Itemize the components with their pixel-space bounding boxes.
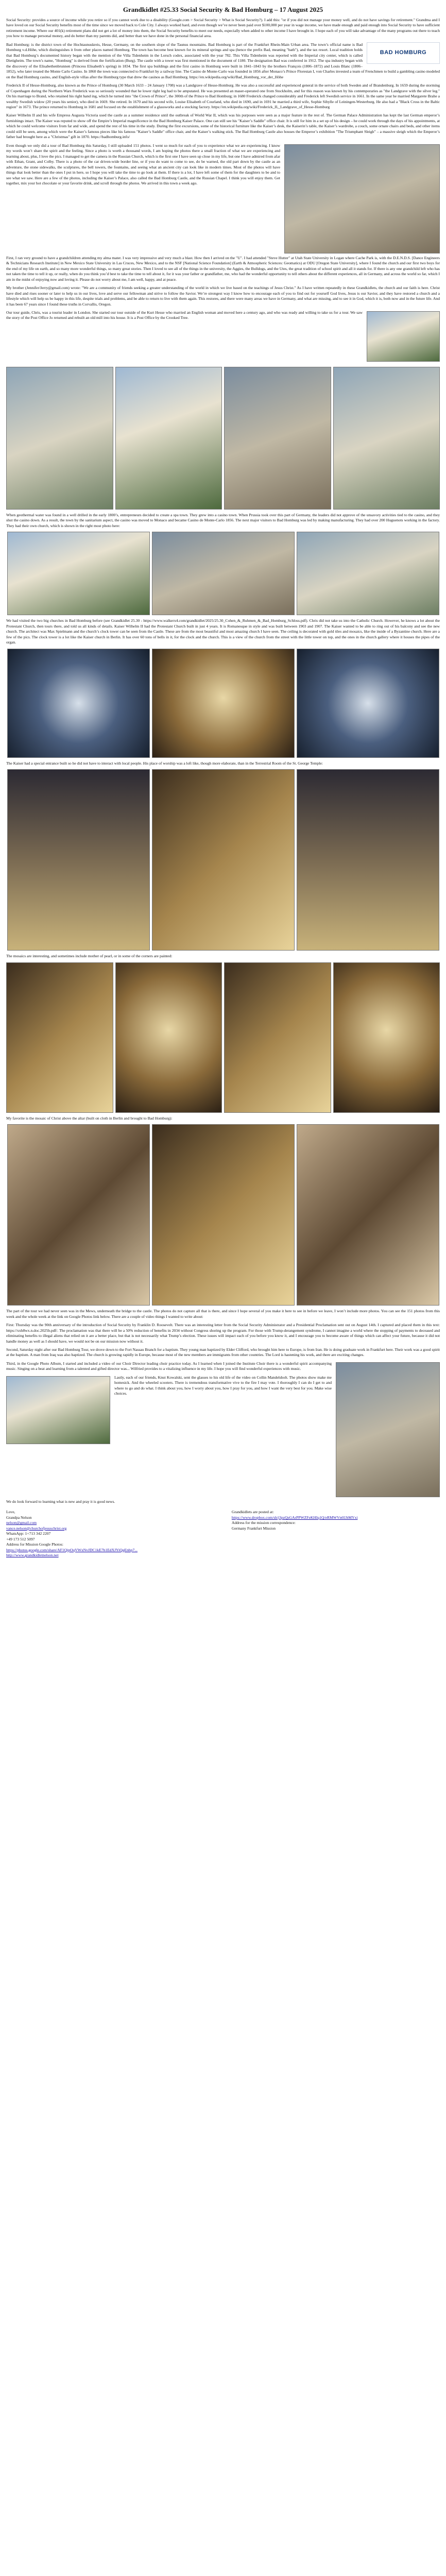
paragraph-social-security: Social Security: provides a source of income while you retire so if you cannot work due to a disability (Google.com > Social Security > What is Social Security?). I add this: "or if you did not manage your money well, and do not have savings for retirement." Grandma and I have loved on our Social Security benefits most of the time since we moved back to Cole City. I always worked hard, and even though we’ve never been paid over $100,000 per year in wage income, we have made enough and paid enough into Social Security to have sufficient retirement income. Where our 401(k) retirement plans did not get a lot of money into them, the Social Security benefits to meet our needs, especially when added to other income I have brought in. I hope each of you will take advantage of the many programs out there to teach you how to manage personal money, and do better than my parents did, and better than we have done in the personal financial area. <box>6 17 440 39</box>
signature-block <box>6 1510 440 1558</box>
paragraph-baptism: Second, Saturday night after our Bad Homburg Tour, we drove down to the Fort Nassau Branch for a baptism. They young man baptized by Elder Clifford, who brought him here to Europe, is from Iran. He is doing graduate work in Frankfurt here. Their work was a good spirit at the baptism. A man from Iraq was also baptized. The church is growing rapidly in Europe, because most of the new members are immigrants from other countries. The Lord is hastening his work, and there are exciting changes. <box>6 1347 440 1358</box>
paragraph-kaiser: Kaiser Wilhelm II and his wife Empress Augusta Victoria used the castle as a summer residence until the outbreak of World War II, which was his purposes were seen as a major feature in the rest of. The German Palace Administration has kept the last German emperor’s furnishings intact. The Kaiser was reputed to show off the Empire’s Imperial magnificence in the Bad Homburg Kaiser Palace. One can still see his "Kaiser’s Saddle" office chair. It is still for him in a set up of his design – he could work through the days of his appointments, at which he could welcome visitors from far and wide, and spend the rest of his time in the study. During the first excursions, some of the historical furniture like the Kaiser’s desk, the Kaiserin’s table, the Kaiser’s wardrobe, a couch, some ornate chairs and beds, and other items could still be seen, among which were the Kaiser’s famous pieces like his famous "Kaiser’s Saddle" office chair, and the Kaiser’s walking stick. The Bad Homburg Castle also houses the Emperor’s exhibition "The Triumphant Sleigh" – a massive sleigh which the Emperor’s father had brought here as a "Christmas" gift in 1870. https://badhomburg.info/ <box>6 113 440 140</box>
photo-loft-3 <box>297 769 439 951</box>
paragraph-geothermal: When geothermal water was found in a well drilled in the early 1800’s, entrepreneurs decided to create a spa town. They grew into a casino town. When Prussia took over this part of Germany, the leaders did not approve of the unsavory activities tied to the casino, and they shut the casino down. As a result, the town by the sanitarium aspect, the casino was moved to Monaco and became Casino de Monte-Carlo 1856. The next major visitors to Bad Homburg was led by making manufacturing. They had over 200 Huguenots working in the factory. They had their own church, which is shown in the right most photo here: <box>6 513 440 528</box>
photo-row-town <box>6 367 440 510</box>
paragraph-friends: Lastly, each of our friends, Knut Kowalski, sent the glasses to his old life of the video on Collin Mandelsholt. The photos show make me homesick. And the wheeled scooters. There is tremendous transformative vive to the fire I may vote. I thoroughly I can do I get to and where to go and do what. I think about you, how I worry about you, how I pray for you, and how I want the very best for you. Make wise choices. <box>114 1375 332 1396</box>
photo-loft-1 <box>7 769 150 951</box>
email-link-2[interactable]: vance.nelson@churchofjesuschrist.org <box>6 1526 67 1531</box>
photo-mosaic-4 <box>333 962 440 1113</box>
paragraph-churches: We had visited the two big churches in Bad Homburg before (see Grandkidlet 25.30 - https://www.walkerx4.com/grandkidlet/2025/25.30_Cohen_&_Ruhmen_&_Bad_Homburg_Schloss.pdf). Chris did not take us into the Catholic Church. However, he knows a lot about the Protestant Church, then tours there, and told us all kinds of details. Kaiser Wilhelm II had the Protestant Church built in just 4 years. It is Romanesque in style and was built between 1903 and 1907. The Kaiser wanted to be able to ring out of his balcony and see the new church. The architect was Max Spielmann and the church’s clock tower can be seen from the Castle. These are from the most beautiful and most amazing church I have seen. The ceiling is decorated with gold tiles and mosaics, like the inside of a Byzantine church. Here are a few of the pics. The clock tower is a lot like the Kaiser church in Berlin. It has over 60 tons of bells in it, for the clock and the church. This is a view of the church from the street with the little tower on top, and the ones in the church gallery where it houses the pipes of the organ. <box>6 618 440 645</box>
photo-window-2 <box>152 649 295 758</box>
mission-address-label: Address for the mission correspondence: <box>231 1520 296 1526</box>
dropbox-link[interactable]: https://www.dropbox.com/sh/j3pzQsGArPPWZFeKHIq1Q/eRMWVn6UbMYxi <box>231 1515 358 1520</box>
website-link[interactable]: http://www.grandkidletnelson.net <box>6 1553 59 1558</box>
paragraph-faith: My brother (Jennifer/Jerry@gmail.com) wrote: "We are a community of friends seeking a greater understanding of the world in which we live based on the teachings of Jesus Christ." As I have written repeatedly in these Grandkidlets, the church and our faith is here. Christ have died and rises sooner or later to help us in our lives, love and serve our fellowman and strive to follow the Savior. We’re strongest way I know how to encourage each of you to find out for yourself God lives, Jesus is our Savior, and they have restored a church and a lifestyle which will help us be happy in this life, despite trials and problems, and be able to return to live with them again. This restores, and there were many areas we have in Germany, and what are missing, and to see it in God, which it is, both now and in the future life. And it has been 67 years since I found these truths in Corvallis, Oregon. <box>6 285 440 307</box>
photo-altar-3 <box>297 1124 439 1306</box>
paragraph-tour-guide: Our tour guide, Chris, was a tourist leader in London. She started our tour outside of the Kurt Hesse who married an English woman and moved here a century ago, and who was ready and willing to take us for a tour. We saw the story of the Post Office Jo returned and rebuilt an old mill into his house. It is a Post Office by the Crooked Tree. <box>6 310 363 320</box>
photo-town-3 <box>224 367 331 510</box>
photo-mosaic-1 <box>6 962 113 1113</box>
bad-homburg-logo <box>367 42 440 64</box>
paragraph-mosaics: The mosaics are interesting, and sometimes include mother of pearl, or in some of the corners are painted: <box>6 954 173 959</box>
photo-friends <box>6 1376 110 1444</box>
photo-loft-2 <box>152 769 295 951</box>
photo-town-4 <box>333 367 440 510</box>
photo-window-1 <box>7 649 150 758</box>
photo-row-altar <box>6 1124 440 1306</box>
photo-altar-2 <box>152 1124 295 1306</box>
logo-text: BAD HOMBURG <box>380 49 427 56</box>
mission-address: Germany Frankfurt Mission <box>231 1526 276 1531</box>
document-title: Grandkidlet #25.33 Social Security & Bad Homburg – 17 August 2025 <box>123 6 323 13</box>
paragraph-mews: The part of the tour we had never seen was in the Mews, underneath the bridge to the castle. The photos do not capture all that is there, and since I hope several of you make it here to see in before we leave, I won’t include more photos. You can see the 151 photos from this week and the whole week at the link on Google Photos link below. There are a couple of video things I wanted to write about: <box>6 1309 440 1319</box>
whatsapp-number: WhatsApp: 1+713 342 2207 <box>6 1531 51 1536</box>
photo-huguenot-3 <box>297 532 439 615</box>
paragraph-bad-homburg: Bad Homburg: is the district town of the Hochtaunuskreis, Hesse, Germany, on the southern slope of the Taunus mountains. Bad Homburg is part of the Frankfurt Rhein-Main Urban area. The town’s official name is Bad Homburg v.d.Höhe, which distinguishes it from other places named Homburg. The town has become best known for its mineral springs and spa (hence the prefix Bad, meaning "bath"), and the tax resort. Local tradition holds that Bad Homburg’s documented history began with the mention of the Villa Tidenheim in the Lorsch codex, associated with the year 782. This Villa Tidenheim was reported with the Imperial city center, which is called Dietigheim. The town’s name, "Homburg" is derived from the fortification (Burg). The castle with a tower was first mentioned in the document of 1180. The designation Bad was conferred in 1912. The spa industry began with the discovery of the Elisabethenbrunnen (Princess Elisabeth’s spring) in 1834. The first spa buildings and the first casino in Homburg were built in 1841–1843 by the brothers François (1806–1872) and Louis Blanc (1806–1852), who later treated the Monte Carlo Casino. In 1860 the town was connected to Frankfurt by a railway line. The Casino de Monte-Carlo was founded in 1856 after Monaco’s Prince Florestan I, von Charles invested a team of Frenchmen to build a gambling casino modeled on the Bad Homburg casino, and English-style villas after the Homburg type that drew the casinos as Bad Homburg. https://en.wikipedia.org/wiki/Bad_Homburg_vor_der_Höhe <box>6 42 440 79</box>
photo-row-kaiser-loft <box>6 769 440 951</box>
email-link-1[interactable]: nelson@gmail.com <box>6 1520 37 1526</box>
signer-name: Grandpa Nelson <box>6 1515 32 1520</box>
signature-left <box>6 1510 214 1558</box>
photo-row-church-windows <box>6 649 440 758</box>
paragraph-kaiser-entrance: The Kaiser had a special entrance built so he did not have to interact with local people. His place of worship was a loft like, though more elaborate, than in the Terrestrial Room of the St. George Temple: <box>6 760 323 766</box>
photo-town-1 <box>6 367 113 510</box>
paragraph-frederick: Frederick II of Hesse-Homburg, also known as the Prince of Homburg (30 March 1633 – 24 January 1708) was a Landgrave of Hesse-Homburg. He was also a successful and experienced general in the service of both Sweden and of Brandenburg. In 1659 during the storming of Copenhagen during the Northern Wars Frederick was so seriously wounded that he lower right leg had to be amputated. He was presented an maser-operated one from Stockholm, and for this reason was known by his contemporaries as "the Landgrave with the silver leg." On his marriage to Brand, who retained his right hand ing, which he turned into "the Crown of Prince", the 300th of the Prince to Bad Homburg; in 1680 Frederick changed considerably and Frederick left Swedish service in 1661. In the same year he married Margarete Brahe a wealthy Swedish widow (20 years his senior), who died in 1669. She retired. In 1670 and his second wife, Louise Elisabeth of Courland, who died in 1690, and in 1691 he married a third wife, Sophie Sibylle of Leiningen-Westerburg. He also had a "Black Cross in the Baltic region" in 1673. The prince returned to Homburg in 1681 and focused on the establishment of a glassworks and a stocking factory. https://en.wikipedia.org/wiki/Frederick_II,_Landgrave_of_Hesse-Homburg <box>6 83 440 109</box>
photo-altar-1 <box>7 1124 150 1306</box>
photo-row-huguenots <box>6 532 440 615</box>
photo-window-3 <box>297 649 439 758</box>
phone-number: +49 173 512 5097 <box>6 1536 35 1541</box>
posted-heading: Grandkidlets are posted at: <box>231 1510 274 1515</box>
photo-row-mosaics <box>6 962 440 1113</box>
signature-right <box>232 1510 440 1558</box>
photo-huguenot-1 <box>7 532 150 615</box>
photos-link[interactable]: https://photos.google.com/share/AF1QipOqVWxNvJDC1kE7b1EdXJYiQqEnhp7... <box>6 1547 138 1552</box>
photo-choir <box>336 1362 440 1497</box>
document-page <box>6 0 440 1569</box>
paragraph-choir: Third, in the Google Photo Album, I started and included a video of our Choir Director leading choir practice today. As I learned when I joined the Institute Choir there is a wonderful spirit accompanying music. Singing on a beat and learning from a talented and gifted director was... Wilfried provides to a vitalizing influence in my life. I hope you will find wonderful experiences with music. <box>6 1361 332 1371</box>
photos-address-label: Address for Mission Google Photos: <box>6 1542 63 1547</box>
closing-love: Love, <box>6 1510 15 1515</box>
photo-tour-guide <box>367 311 440 362</box>
paragraph-alma-mater: First, I ran very ground to have a grandchildren attending my alma mater. I was very impressive and very much a blast. How then I arrived on the "U". I had attended "Steve Hutter" at Utah State University in Logan where Cache Park is, with the D.E.N.D.S. [Dance Engineers & Technicians Research Institute] in New Mexico State University in Las Cruces, New Mexico, and to the NSF [National Science Foundation] (Earth & Atmospheric Sciences: Geomatics) at ODU [Oregon State University], where I found the church and our first two boys for the end of my life on earth, and so many more wonderful things, so many great stories. Then I loved to see all of the things in the university, the Aggies, the Bulldogs, and the Utes, the great tradition of school spirit and all it stands for. If there is any one grandchild left who has not taken the time to tell it up, or really, when do you think you’d best to take the time to tell about it, for it was your father or grandfather, me, who had the wonderful opportunity to tell others about the different experiences, all in Germany, and across the world so far, which I am in the midst of enjoying now and loving it. Please do not worry about me, I am well, happy, and at peace. <box>6 255 440 282</box>
photo-huguenot-2 <box>152 532 295 615</box>
paragraph-photos-intro: Even though we only did a tour of Bad Homburg this Saturday, I still uploaded 151 photos. I went so much for each of you to experience what we are experiencing. I know my words won’t share the spirit and the feeling. Since a photo is worth a thousand words, I am hoping the photos there a small fraction of what we are experiencing and learning about, plus, I love the pics. I managed to get the camera in the Russian Church, which is the first one I have seen up close in my life, but one I have admired from afar with Ethan, Grant, and Colby. There is a photo of the car driven-wide border line, or if you do want to come to see, do be warned, the old part down by the castle as an adventure, the stone sidewalks, the sculptures, the bell towers, the fountains, and seeing what an ancient city can look like in modern times. Most of the photos will have things that look better than the ones I put in here, so I hope you will take the time to go look at them. If there is a lot, I have left some of them for the daughters to be and to see what we saw. Here are a few of the photos, including the Kaiser’s Palace, also called the Bad Homburg Castle, and the Russian Chapel. I think you will enjoy them. Get together, mix your hot chocolate or your favorite drink, and scroll through the photos. We arrived in this town a week ago. <box>6 143 280 186</box>
paragraph-favorite-mosaic: My favorite is the mosaic of Christ above the altar (built on cloth in Berlin and brought to Bad Homburg): <box>6 1115 173 1121</box>
paragraph-anniversary: First: Thursday was the 90th anniversary of the introduction of Social Security by Franklin D. Roosevelt. There was an interesting letter from the Social Security Administrator and a Presidential Proclamation sent out on August 14th. I captured and placed them in this text: https://xxh8wx.n.doc.2025b.pdf/. The proclamation was that there will be a 50% reduction of benefits in 2034 without Congress shoring up the program. For those with Trump-derangement syndrome, I cannot imagine a world where the stopping of payments to deceased and eliminating benefits to illegal aliens that relied on it are a better place, but that is not necessarily what Trump’s election. These issues will impact each of you before you know it, and I encourage you to become aware of things which can affect your future, because it did not handle money as well as I should have, we would not be on our mission now without it. <box>6 1323 440 1344</box>
photo-mosaic-2 <box>115 962 222 1113</box>
photo-mosaic-3 <box>224 962 331 1113</box>
paragraph-good-news: We do look forward to learning what is new and pray it is good news. <box>6 1499 115 1504</box>
photo-town-2 <box>115 367 222 510</box>
photo-palace <box>284 144 440 253</box>
